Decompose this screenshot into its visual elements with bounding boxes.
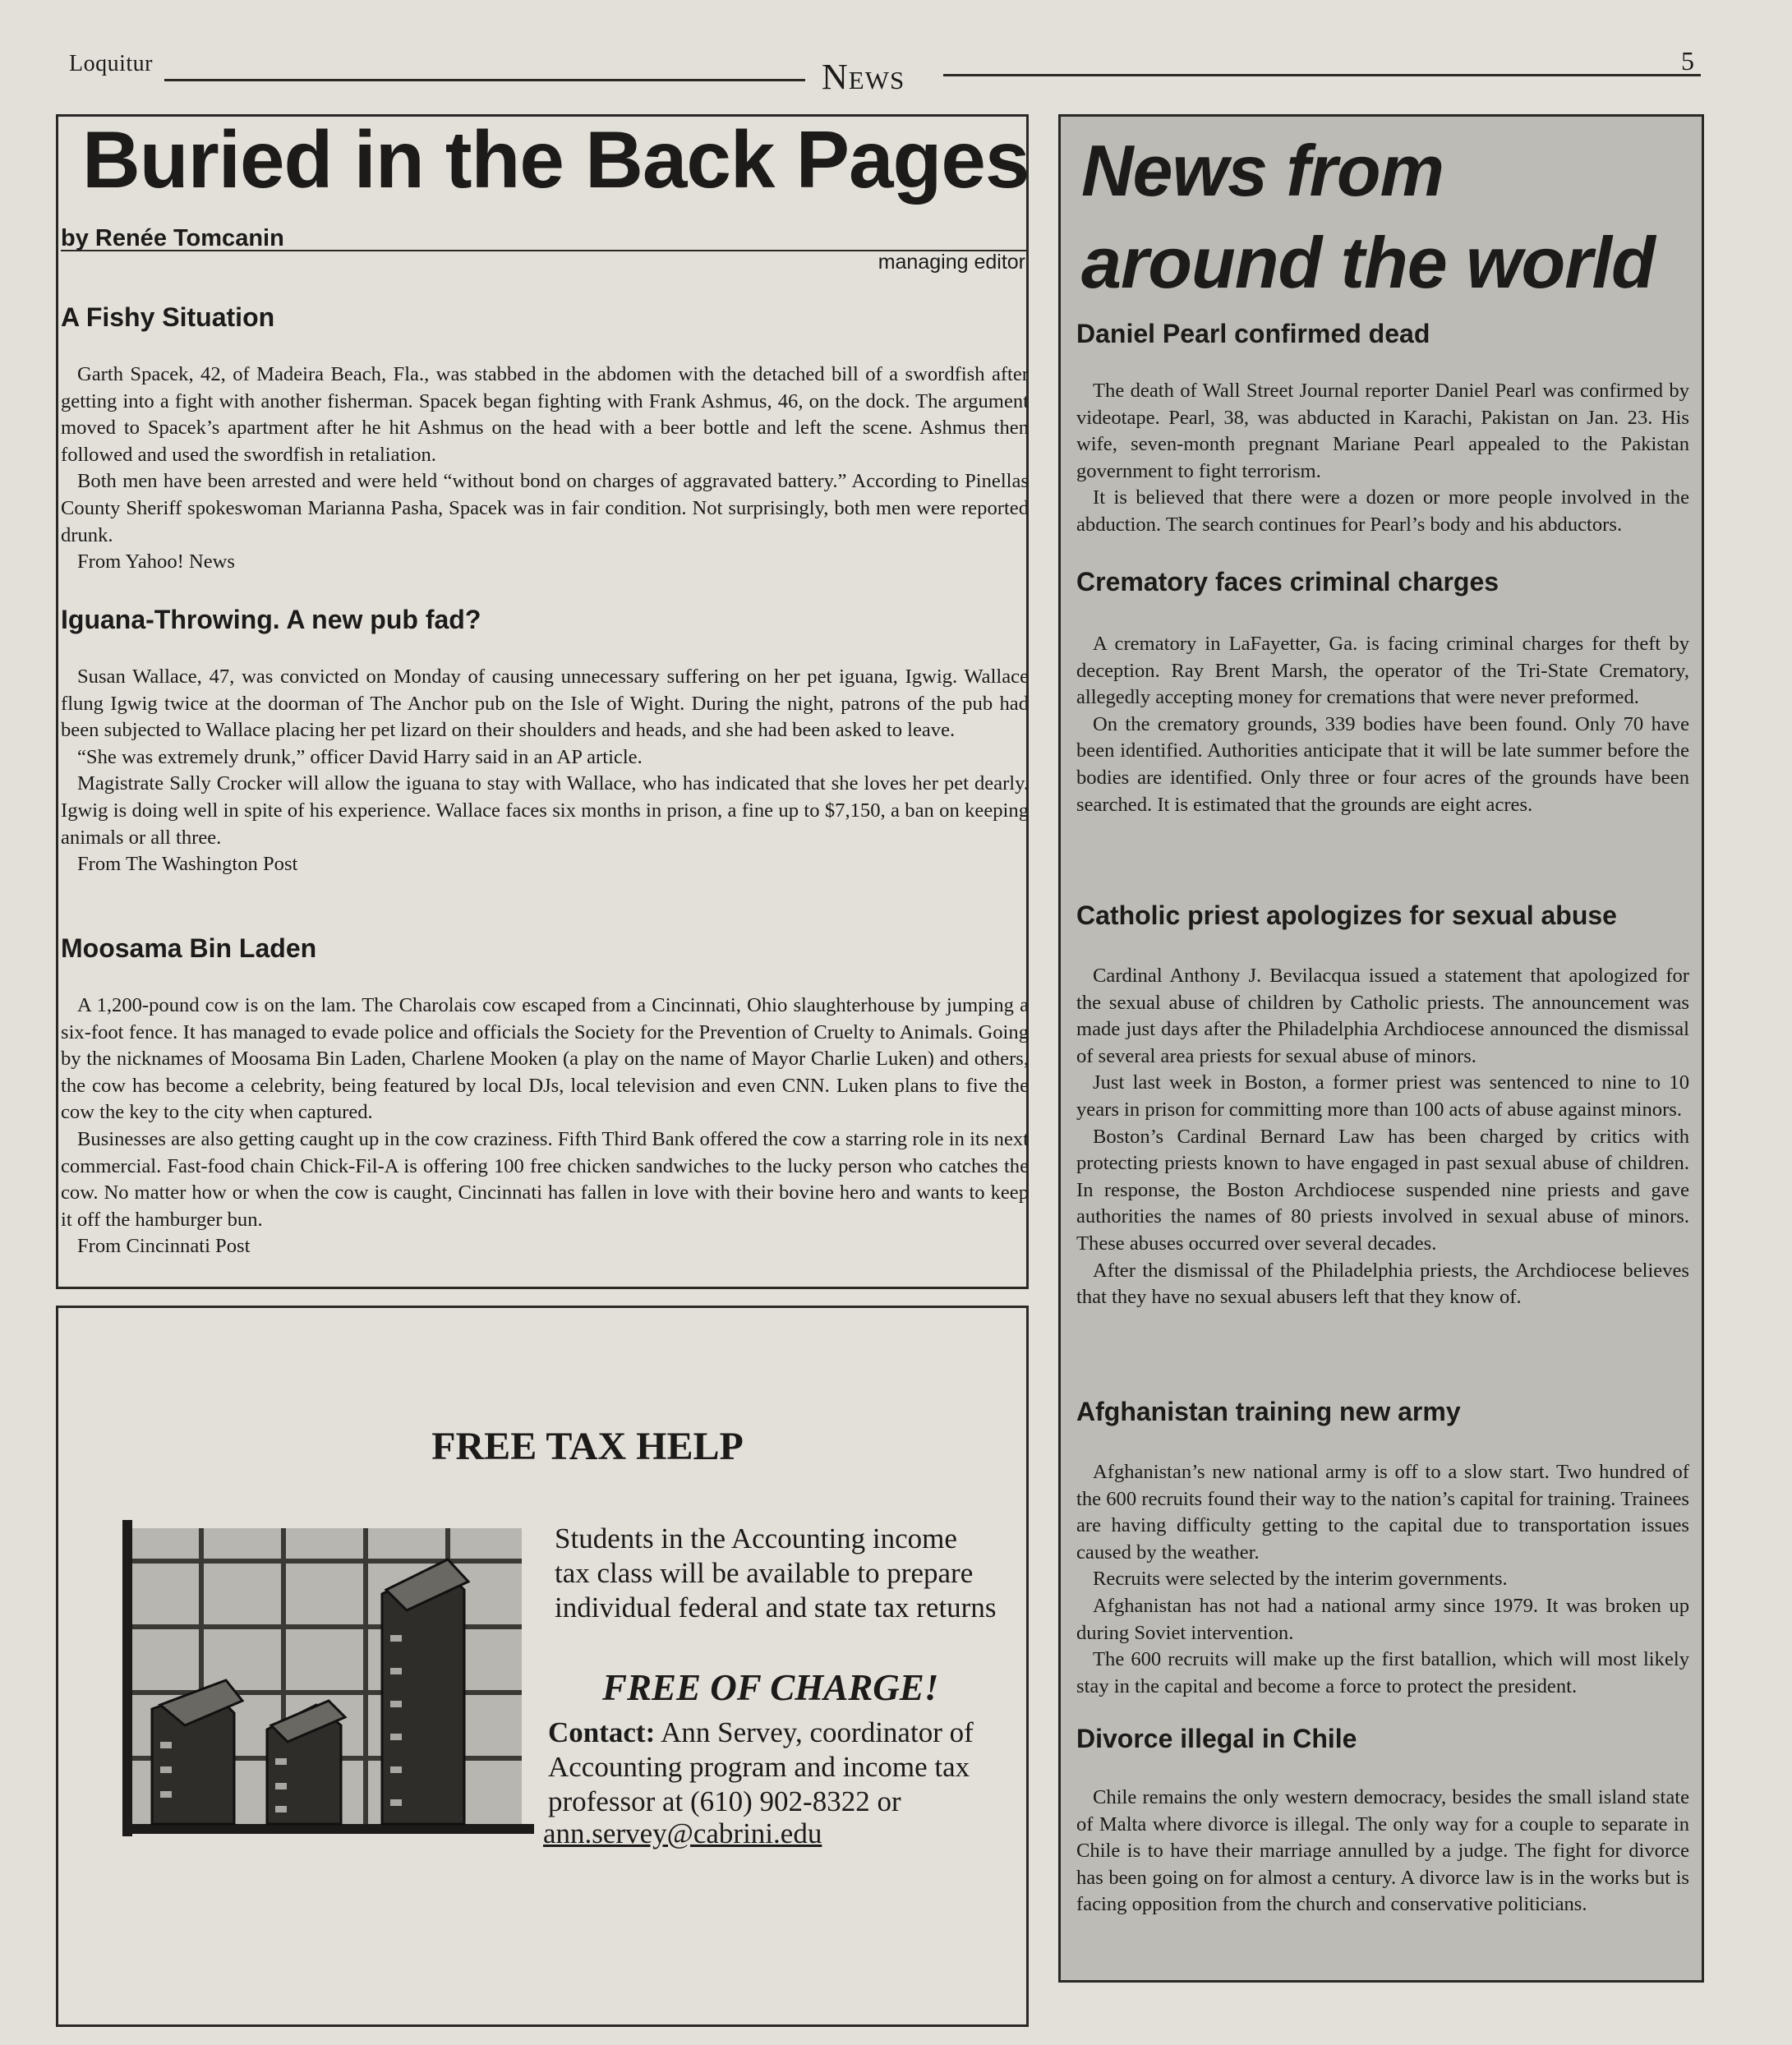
story-body bbox=[1076, 1785, 1689, 1918]
story-paragraph: Businesses are also getting caught up in the cow craziness. Fifth Third Bank offered the cow a starring role in its next commercial. Fast-food chain Chick-Fil-A is offering 100 free chicken sandwiches to the lucky person who catches the cow. No matter how or when the cow is caught, Cincinnati has fallen in love with their bovine hero and wants to keep it off the hamburger bun. bbox=[61, 1127, 1029, 1231]
story-paragraph: Just last week in Boston, a former priest was sentenced to nine to 10 years in prison for committing more than 100 acts of abuse against minors. bbox=[1076, 1071, 1689, 1121]
story-paragraph: Magistrate Sally Crocker will allow the iguana to stay with Wallace, who has indicated that she loves her pet dearly. Igwig is doing well in spite of his experience. Wallace faces six months in prison, a fine up to $7,150, a ban on keeping animals or all three. bbox=[61, 772, 1029, 849]
story-heading: Crematory faces criminal charges bbox=[1076, 567, 1499, 596]
story-paragraph: Afghanistan has not had a national army since 1979. It was broken up during Soviet intervention. bbox=[1076, 1594, 1689, 1644]
story-heading: A Fishy Situation bbox=[61, 302, 275, 332]
story-paragraph: Garth Spacek, 42, of Madeira Beach, Fla., was stabbed in the abdomen with the detached bill of a swordfish after getting into a fight with another fisherman. Spacek began fighting with Frank Ashmus, 46, on the dock. The argument moved to Spacek’s apartment after he hit Ashmus on the head with a beer bottle and left the scene. Ashmus then followed and used the swordfish in retaliation. bbox=[61, 363, 1029, 466]
contact-email-link[interactable]: ann.servey@cabrini.edu bbox=[543, 1817, 822, 1849]
story-body bbox=[1076, 963, 1689, 1311]
story-paragraph: Cardinal Anthony J. Bevilacqua issued a statement that apologized for the sexual abuse of children by Catholic priests. The announcement was made just days after the Philadelphia Archdiocese announced the dismissal of several area priests for sexual abuse of minors. bbox=[1076, 965, 1689, 1067]
story-body bbox=[61, 993, 1029, 1260]
story-body bbox=[1076, 631, 1689, 818]
ad-title: FREE TAX HELP bbox=[431, 1425, 744, 1468]
story-paragraph: After the dismissal of the Philadelphia priests, the Archdiocese believes that they have no sexual abusers left that they know of. bbox=[1076, 1259, 1689, 1309]
section-name: News bbox=[822, 57, 905, 97]
story-paragraph: Both men have been arrested and were held “without bond on charges of aggravated battery.” According to Pinellas County Sheriff spokeswoman Marianna Pasha, Spacek was in fair condition. Not surprisingly, both men were reported drunk. bbox=[61, 470, 1029, 546]
story-source: From Cincinnati Post bbox=[77, 1235, 251, 1258]
story-paragraph: It is believed that there were a dozen or more people involved in the abduction. The search continues for Pearl’s body and his abductors. bbox=[1076, 486, 1689, 536]
world-news-title-line2: around the world bbox=[1081, 222, 1655, 303]
back-pages-title: Buried in the Back Pages bbox=[82, 114, 1030, 205]
story-body bbox=[61, 664, 1029, 878]
contact-text: Ann Servey, coordinator of Accounting program and income tax professor at (610) 902-8322 or bbox=[548, 1716, 974, 1817]
story-heading: Divorce illegal in Chile bbox=[1076, 1724, 1357, 1753]
ad-emphasis: FREE OF CHARGE! bbox=[602, 1667, 939, 1708]
world-news-title bbox=[1081, 125, 1689, 309]
publication-name: Loquitur bbox=[69, 51, 153, 76]
byline: by Renée Tomcanin bbox=[61, 225, 284, 251]
story-paragraph: Boston’s Cardinal Bernard Law has been charged by critics with protecting priests known to have engaged in past sexual abuse of children. In response, the Boston Archdiocese suspended nine priests and gave authorities the names of 80 priests involved in sexual abuse of minors. These abuses occurred over several decades. bbox=[1076, 1125, 1689, 1255]
story-body bbox=[1076, 1459, 1689, 1700]
story-paragraph: Chile remains the only western democracy, besides the small island state of Malta where divorce is illegal. The only way for a couple to separate in Chile is to have their marriage annulled by a judge. The fight for divorce has been going on for almost a century. A divorce law is in the works but is facing opposition from the church and conservative politicians. bbox=[1076, 1786, 1689, 1916]
story-paragraph: Susan Wallace, 47, was convicted on Monday of causing unnecessary suffering on her pet iguana, Igwig. Wallace flung Igwig twice at the doorman of The Anchor pub on the Isle of Wight. During the night, patrons of the pub had been subjected to Wallace placing her pet lizard on their shoulders and heads, and she had been asked to leave. bbox=[61, 666, 1029, 742]
story-paragraph: The death of Wall Street Journal reporter Daniel Pearl was confirmed by videotape. Pearl, 38, was abducted in Karachi, Pakistan on Jan. 23. His wife, seven-month pregnant Mariane Pearl appealed to the Pakistan government to fight terrorism. bbox=[1076, 380, 1689, 482]
page-number: 5 bbox=[1681, 46, 1694, 76]
story-paragraph: Recruits were selected by the interim governments. bbox=[1093, 1568, 1508, 1591]
story-paragraph: Afghanistan’s new national army is off to a slow start. Two hundred of the 600 recruits found their way to the nation’s capital for training. Trainees are having difficulty getting to the capital due to transportation issues caused by the weather. bbox=[1076, 1461, 1689, 1564]
story-body bbox=[1076, 378, 1689, 539]
world-news-title-line1: News from bbox=[1081, 130, 1444, 211]
header-rule-right bbox=[943, 74, 1701, 76]
story-heading: Moosama Bin Laden bbox=[61, 933, 317, 963]
story-heading: Daniel Pearl confirmed dead bbox=[1076, 319, 1430, 348]
bar-chart-illustration bbox=[111, 1520, 538, 1840]
ad-contact bbox=[548, 1716, 1008, 1819]
story-paragraph: On the crematory grounds, 339 bodies have been found. Only 70 have been identified. Authorities anticipate that it will be late summer before the bodies are identified. Only three or four acres of the grounds have been searched. It is estimated that the grounds are eight acres. bbox=[1076, 712, 1689, 816]
ad-body: Students in the Accounting income tax class will be available to prepare individual federal and state tax returns bbox=[555, 1522, 997, 1624]
story-paragraph: The 600 recruits will make up the first batallion, which will most likely stay in the capital and become a force to protect the president. bbox=[1076, 1648, 1689, 1697]
story-heading: Catholic priest apologizes for sexual abuse bbox=[1076, 900, 1617, 930]
story-source: From Yahoo! News bbox=[77, 550, 235, 573]
story-heading: Iguana-Throwing. A new pub fad? bbox=[61, 605, 481, 634]
story-source: From The Washington Post bbox=[77, 853, 298, 876]
story-body bbox=[61, 362, 1029, 576]
story-heading: Afghanistan training new army bbox=[1076, 1397, 1461, 1426]
story-paragraph: “She was extremely drunk,” officer David Harry said in an AP article. bbox=[77, 745, 643, 768]
header-rule-left bbox=[164, 79, 805, 81]
author-role: managing editor bbox=[878, 251, 1025, 274]
contact-label: Contact: bbox=[548, 1716, 656, 1748]
story-paragraph: A crematory in LaFayetter, Ga. is facing criminal charges for theft by deception. Ray Brent Marsh, the operator of the Tri-State Crematory, allegedly accepting money for cremations that were never preformed. bbox=[1076, 633, 1689, 709]
story-paragraph: A 1,200-pound cow is on the lam. The Charolais cow escaped from a Cincinnati, Ohio slaughterhouse by jumping a six-foot fence. It has managed to evade police and officials the Society for the Prevention of Cruelty to Animals. Going by the nicknames of Moosama Bin Laden, Charlene Mooken (a play on the name of Mayor Charlie Luken) and others, the cow has become a celebrity, being featured by local DJs, local television and even CNN. Luken plans to five the cow the key to the city when captured. bbox=[61, 994, 1029, 1124]
